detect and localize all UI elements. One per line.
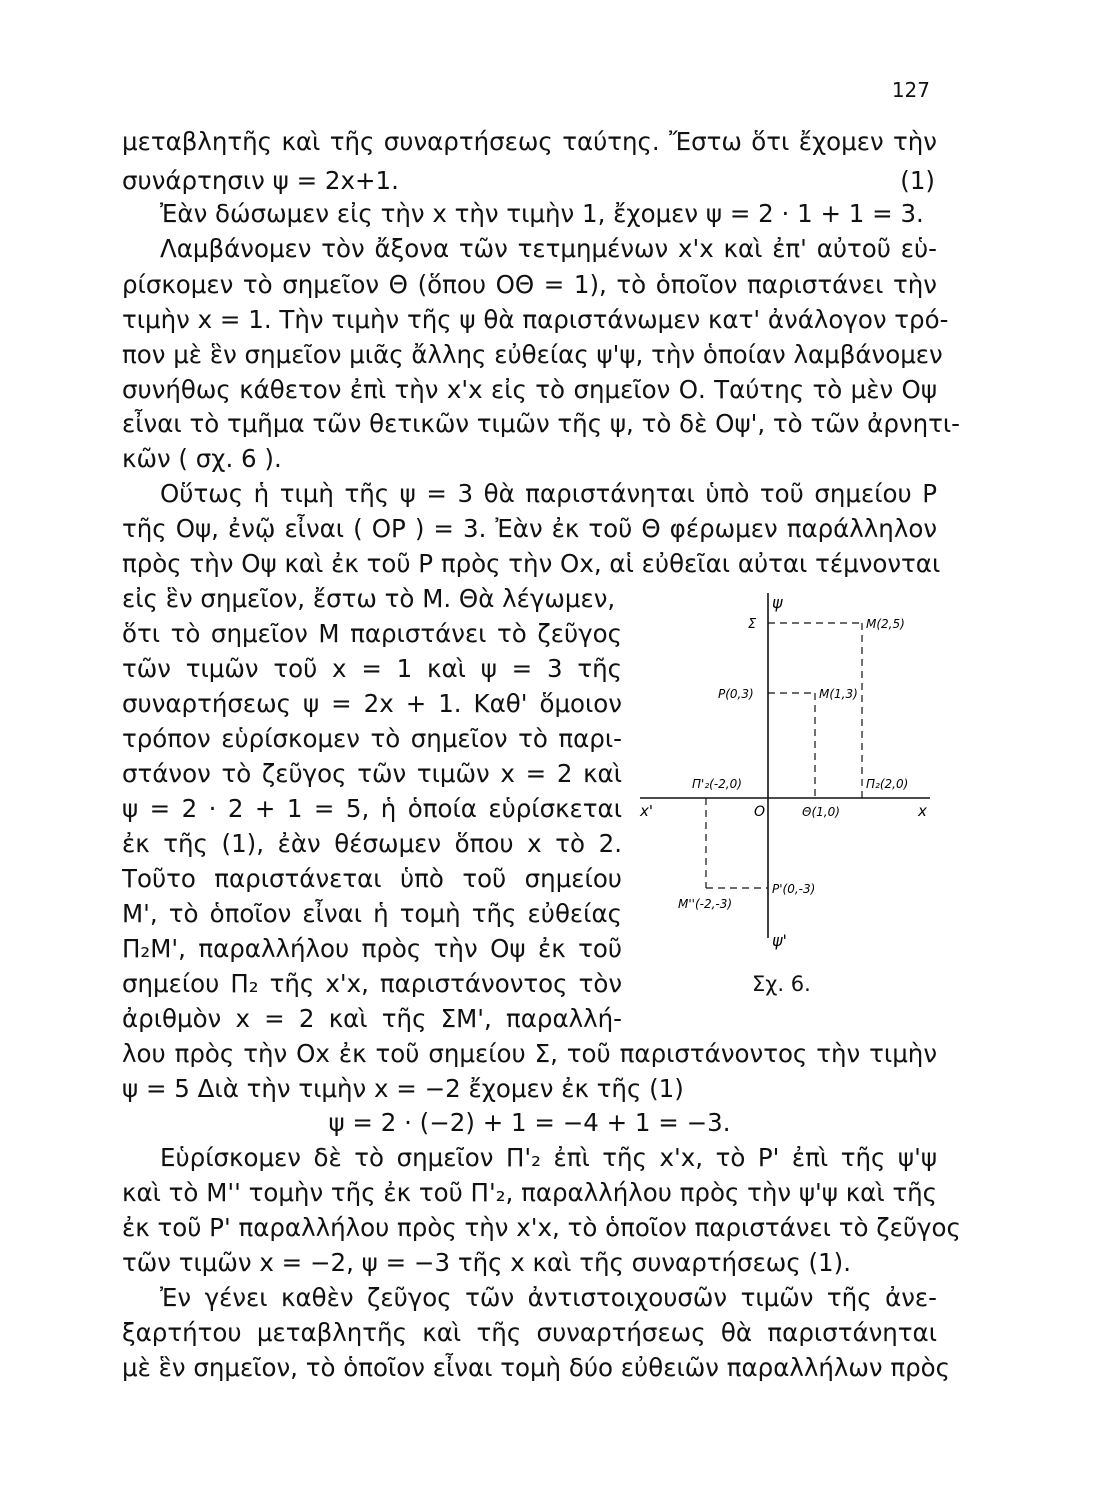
text-line-12: τῆς Οψ, ἐνῷ εἶναι ( ΟΡ ) = 3. Ἐὰν ἐκ τοῦ Θ φέρωμεν παράλληλον bbox=[122, 514, 937, 543]
text-line-4: Λαμβάνομεν τὸν ἄξονα τῶν τετμημένων x'x καὶ ἐπ' αὐτοῦ εὑ- bbox=[160, 234, 937, 263]
text-line-9: εἶναι τὸ τμῆμα τῶν θετικῶν τιμῶν τῆς ψ, τὸ δὲ Οψ', τὸ τῶν ἀρνητι- bbox=[122, 409, 960, 438]
text-line-35: ξαρτήτου μεταβλητῆς καὶ τῆς συναρτήσεως θὰ παριστάνηται bbox=[122, 1318, 937, 1347]
text-line-14: εἰς ἓν σημεῖον, ἔστω τὸ Μ. Θὰ λέγωμεν, bbox=[122, 584, 616, 613]
page-number: 127 bbox=[891, 78, 930, 102]
text-line-2: συνάρτησιν ψ = 2x+1. bbox=[122, 166, 399, 195]
label-m25: M(2,5) bbox=[866, 617, 905, 631]
label-p03: P(0,3) bbox=[718, 687, 754, 701]
text-line-19: στάνον τὸ ζεῦγος τῶν τιμῶν x = 2 καὶ bbox=[122, 759, 622, 788]
text-line-34: Ἐν γένει καθὲν ζεῦγος τῶν ἀντιστοιχουσῶν τιμῶν τῆς ἀνε- bbox=[160, 1283, 937, 1312]
figure-caption: Σχ. 6. bbox=[752, 972, 811, 996]
label-theta: Θ(1,0) bbox=[802, 805, 840, 819]
label-x-prime: x' bbox=[640, 802, 654, 820]
text-line-36: μὲ ἓν σημεῖον, τὸ ὁποῖον εἶναι τομὴ δύο εὐθειῶν παραλλήλων πρὸς bbox=[122, 1353, 951, 1382]
text-line-3: Ἐὰν δώσωμεν εἰς τὴν x τὴν τιμὴν 1, ἔχομεν ψ = 2 · 1 + 1 = 3. bbox=[160, 199, 924, 228]
label-origin: O bbox=[754, 804, 766, 820]
text-line-7: πον μὲ ἓν σημεῖον μιᾶς ἄλλης εὐθείας ψ'ψ, τὴν ὁποίαν λαμβάνομεν bbox=[122, 340, 943, 369]
text-line-15: ὅτι τὸ σημεῖον Μ παριστάνει τὸ ζεῦγος bbox=[122, 619, 622, 648]
label-psi: ψ bbox=[772, 593, 783, 612]
text-line-16: τῶν τιμῶν τοῦ x = 1 καὶ ψ = 3 τῆς bbox=[122, 654, 622, 683]
equation-number: (1) bbox=[900, 166, 935, 195]
text-line-20: ψ = 2 · 2 + 1 = 5, ἡ ὁποία εὑρίσκεται bbox=[122, 794, 622, 823]
figure-6 bbox=[630, 588, 940, 1008]
coordinate-diagram bbox=[630, 588, 940, 968]
text-line-28: ψ = 5 Διὰ τὴν τιμὴν x = −2 ἔχομεν ἐκ τῆς (1) bbox=[122, 1074, 684, 1103]
text-line-8: συνήθως κάθετον ἐπὶ τὴν x'x εἰς τὸ σημεῖον Ο. Ταύτης τὸ μὲν Οψ bbox=[122, 375, 937, 404]
text-line-13: πρὸς τὴν Οψ καὶ ἐκ τοῦ Ρ πρὸς τὴν Οx, αἱ εὐθεῖαι αὐται τέμνονται bbox=[122, 549, 941, 578]
text-line-17: συναρτήσεως ψ = 2x + 1. Καθ' ὅμοιον bbox=[122, 689, 622, 718]
text-line-5: ρίσκομεν τὸ σημεῖον Θ (ὅπου ΟΘ = 1), τὸ ὁποῖον παριστάνει τὴν bbox=[122, 270, 937, 299]
text-line-25: σημείου Π₂ τῆς x'x, παριστάνοντος τὸν bbox=[122, 969, 622, 998]
text-line-30: Εὑρίσκομεν δὲ τὸ σημεῖον Π'₂ ἐπὶ τῆς x'x, τὸ Ρ' ἐπὶ τῆς ψ'ψ bbox=[160, 1143, 937, 1172]
label-x: x bbox=[918, 802, 927, 820]
label-psi-prime: ψ' bbox=[772, 931, 787, 950]
label-pi2-neg: Π'₂(-2,0) bbox=[692, 777, 742, 791]
text-line-11: Οὕτως ἡ τιμὴ τῆς ψ = 3 θὰ παριστάνηται ὑπὸ τοῦ σημείου Ρ bbox=[160, 479, 937, 508]
text-line-6: τιμὴν x = 1. Τὴν τιμὴν τῆς ψ θὰ παριστάνωμεν κατ' ἀνάλογον τρό- bbox=[122, 305, 949, 334]
text-line-31: καὶ τὸ Μ'' τομὴν τῆς ἐκ τοῦ Π'₂, παραλλήλου πρὸς τὴν ψ'ψ καὶ τῆς bbox=[122, 1178, 938, 1207]
label-mpp: M''(-2,-3) bbox=[678, 897, 733, 911]
label-m13: M(1,3) bbox=[819, 687, 858, 701]
text-line-18: τρόπον εὑρίσκομεν τὸ σημεῖον τὸ παρι- bbox=[122, 724, 622, 753]
equation-line: ψ = 2 · (−2) + 1 = −4 + 1 = −3. bbox=[328, 1108, 731, 1137]
text-line-33: τῶν τιμῶν x = −2, ψ = −3 τῆς x καὶ τῆς συναρτήσεως (1). bbox=[122, 1248, 851, 1277]
label-pi2-pos: Π₂(2,0) bbox=[866, 777, 909, 791]
text-line-26: ἀριθμὸν x = 2 καὶ τῆς ΣΜ', παραλλή- bbox=[122, 1004, 622, 1033]
text-line-32: ἐκ τοῦ Ρ' παραλλήλου πρὸς τὴν x'x, τὸ ὁποῖον παριστάνει τὸ ζεῦγος bbox=[122, 1213, 961, 1242]
text-line-10: κῶν ( σχ. 6 ). bbox=[122, 444, 282, 473]
label-sigma: Σ bbox=[748, 617, 757, 632]
text-line-1: μεταβλητῆς καὶ τῆς συναρτήσεως ταύτης. Ἔστω ὅτι ἔχομεν τὴν bbox=[122, 127, 937, 156]
text-line-27: λου πρὸς τὴν Οx ἐκ τοῦ σημείου Σ, τοῦ παριστάνοντος τὴν τιμὴν bbox=[122, 1039, 937, 1068]
label-p0neg3: P'(0,-3) bbox=[772, 882, 816, 896]
text-line-21: ἐκ τῆς (1), ἐὰν θέσωμεν ὅπου x τὸ 2. bbox=[122, 829, 622, 858]
text-line-22: Τοῦτο παριστάνεται ὑπὸ τοῦ σημείου bbox=[122, 864, 622, 893]
text-line-24: Π₂Μ', παραλλήλου πρὸς τὴν Οψ ἐκ τοῦ bbox=[122, 934, 622, 963]
text-line-23: Μ', τὸ ὁποῖον εἶναι ἡ τομὴ τῆς εὐθείας bbox=[122, 899, 622, 928]
